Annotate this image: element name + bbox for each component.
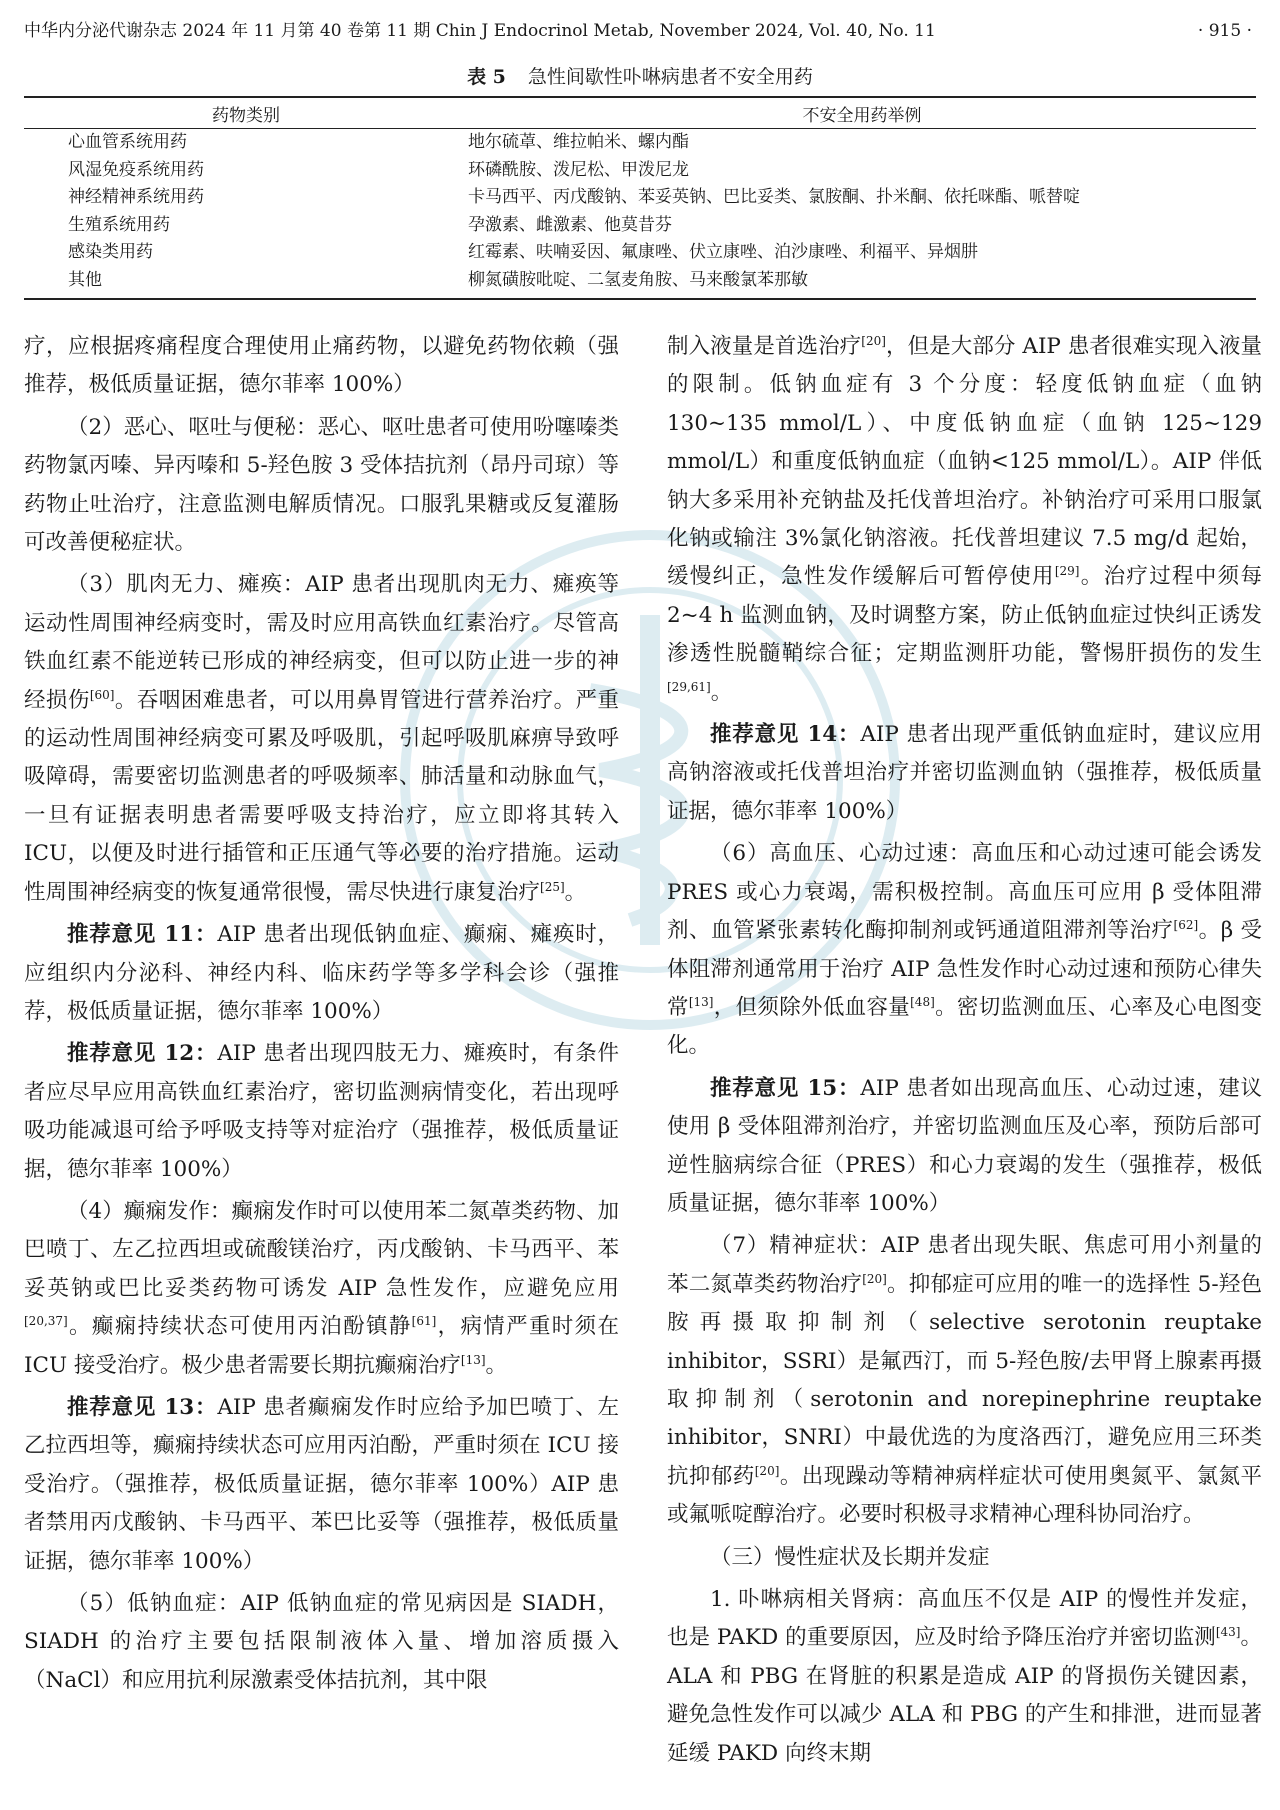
table-row — [24, 212, 1256, 240]
drug-category-cell: 风湿免疫系统用药 — [68, 159, 204, 180]
citation: [62] — [1173, 918, 1199, 933]
drug-category-cell: 神经精神系统用药 — [68, 187, 204, 207]
paragraph: 1. 卟啉病相关肾病：高血压不仅是 AIP 的慢性并发症，也是 PAKD 的重要原因，应及时给予降压治疗并密切监测[43]。ALA 和 PBG 在肾脏的积累是造成 AIP 的肾损伤关键因素，避免急性发作可以减少 ALA 和 PBG 的产生和排泄，进而显著延缓 PAKD 向终末期 — [667, 1587, 1262, 1766]
citation: [43] — [1215, 1625, 1241, 1640]
drug-examples-cell: 环磷酰胺、泼尼松、甲泼尼龙 — [468, 159, 689, 180]
paragraph: （4）癫痫发作：癫痫发作时可以使用苯二氮䓬类药物、加巴喷丁、左乙拉西坦或硫酸镁治疗，丙戊酸钠、卡马西平、苯妥英钠或巴比妥类药物可诱发 AIP 急性发作，应避免应用[20,37]。癫痫持续状态可使用丙泊酚镇静[61]，病情严重时须在 ICU 接受治疗。极少患者需要长期抗癫痫治疗[13]。 — [24, 1198, 619, 1378]
citation: [29] — [1054, 564, 1080, 579]
journal-citation: 中华内分泌代谢杂志 2024 年 11 月第 40 卷第 11 期 Chin J Endocrinol Metab, November 2024, Vol. 40, No. 11 — [24, 21, 936, 41]
citation: [20] — [754, 1463, 780, 1478]
paragraph: （7）精神症状：AIP 患者出现失眠、焦虑可用小剂量的苯二氮䓬类药物治疗[20]。抑郁症可应用的唯一的选择性 5-羟色胺再摄取抑制剂（selective serotonin reuptake inhibitor，SSRI）是氟西汀，而 5-羟色胺/去甲肾上腺素再摄取抑制剂（serotonin and norepinephrine reuptake inhibitor，SNRI）中最优选的为度洛西汀，避免应用三环类抗抑郁药[20]。出现躁动等精神病样症状可使用奥氮平、氯氮平或氟哌啶醇治疗。必要时积极寻求精神心理科协同治疗。 — [667, 1233, 1262, 1528]
paragraph: （6）高血压、心动过速：高血压和心动过速可能会诱发 PRES 或心力衰竭，需积极控制。高血压可应用 β 受体阻滞剂、血管紧张素转化酶抑制剂或钙通道阻滞剂等治疗[62]。β 受体阻滞剂通常用于治疗 AIP 急性发作时心动过速和预防心律失常[13]，但须除外低血容量[48]。密切监测血压、心率及心电图变化。 — [667, 841, 1262, 1059]
paragraph: （2）恶心、呕吐与便秘：恶心、呕吐患者可使用吩噻嗪类药物氯丙嗪、异丙嗪和 5-羟色胺 3 受体拮抗剂（昂丹司琼）等药物止吐治疗，注意监测电解质情况。口服乳果糖或反复灌肠可改善便秘症状。 — [24, 414, 619, 556]
drug-category-cell: 感染类用药 — [68, 242, 153, 262]
left-column — [24, 328, 619, 1704]
table-header-row — [24, 97, 1256, 129]
citation: [20,37] — [24, 1314, 68, 1329]
running-header — [24, 20, 1252, 42]
recommendation-13: 推荐意见 13：AIP 患者癫痫发作时应给予加巴喷丁、左乙拉西坦等，癫痫持续状态可应用丙泊酚，严重时须在 ICU 接受治疗。（强推荐，极低质量证据，德尔菲率 100%）AIP 患者禁用丙戊酸钠、卡马西平、苯巴比妥等（强推荐，极低质量证据，德尔菲率 100%） — [24, 1394, 619, 1574]
paragraph: （5）低钠血症：AIP 低钠血症的常见病因是 SIADH，SIADH 的治疗主要包括限制液体入量、增加溶质摄入（NaCl）和应用抗利尿激素受体拮抗剂，其中限 — [24, 1591, 619, 1693]
table-number: 表 5 — [467, 66, 506, 88]
table-row — [24, 184, 1256, 212]
right-column — [667, 328, 1262, 1777]
paragraph: （3）肌肉无力、瘫痪：AIP 患者出现肌肉无力、瘫痪等运动性周围神经病变时，需及时应用高铁血红素治疗。尽管高铁血红素不能逆转已形成的神经病变，但可以防止进一步的神经损伤[60]。吞咽困难患者，可以用鼻胃管进行营养治疗。严重的运动性周围神经病变可累及呼吸肌，引起呼吸肌麻痹导致呼吸障碍，需要密切监测患者的呼吸频率、肺活量和动脉血气，一旦有证据表明患者需要呼吸支持治疗，应立即将其转入 ICU，以便及时进行插管和正压通气等必要的治疗措施。运动性周围神经病变的恢复通常很慢，需尽快进行康复治疗[25]。 — [24, 572, 619, 905]
citation: [20] — [861, 334, 886, 348]
citation: [13] — [460, 1352, 486, 1367]
table-row — [24, 239, 1256, 267]
table-row — [24, 267, 1256, 299]
unsafe-drug-table — [24, 96, 1256, 300]
recommendation-11: 推荐意见 11：AIP 患者出现低钠血症、癫痫、瘫痪时，应组织内分泌科、神经内科、临床药学等多学科会诊（强推荐，极低质量证据，德尔菲率 100%） — [24, 922, 619, 1024]
table-title: 急性间歇性卟啉病患者不安全用药 — [527, 66, 813, 88]
column-header: 药物类别 — [24, 97, 468, 129]
citation: [60] — [89, 687, 115, 702]
citation: [48] — [910, 994, 935, 1009]
recommendation-12: 推荐意见 12：AIP 患者出现四肢无力、瘫痪时，有条件者应尽早应用高铁血红素治疗，密切监测病情变化，若出现呼吸功能减退可给予呼吸支持等对症治疗（强推荐，极低质量证据，德尔菲率 100%） — [24, 1041, 619, 1182]
table-caption — [0, 64, 1280, 90]
recommendation-14: 推荐意见 14：AIP 患者出现严重低钠血症时，建议应用高钠溶液或托伐普坦治疗并密切监测血钠（强推荐，极低质量证据，德尔菲率 100%） — [667, 722, 1262, 824]
drug-examples-cell: 柳氮磺胺吡啶、二氢麦角胺、马来酸氯苯那敏 — [468, 267, 1256, 299]
citation: [13] — [688, 994, 714, 1009]
drug-category-cell: 心血管系统用药 — [68, 132, 187, 152]
table-row — [24, 129, 1256, 157]
paragraph: 制入液量是首选治疗[20]，但是大部分 AIP 患者很难实现入液量的限制。低钠血症有 3 个分度：轻度低钠血症（血钠 130~135 mmol/L）、中度低钠血症（血钠 125~129 mmol/L）和重度低钠血症（血钠<125 mmol/L）。AIP 伴低钠大多采用补充钠盐及托伐普坦治疗。补钠治疗可采用口服氯化钠或输注 3%氯化钠溶液。托伐普坦建议 7.5 mg/d 起始，缓慢纠正，急性发作缓解后可暂停使用[29]。治疗过程中须每 2~4 h 监测血钠，及时调整方案，防止低钠血症过快纠正诱发渗透性脱髓鞘综合征；定期监测肝功能，警惕肝损伤的发生[29,61]。 — [667, 334, 1262, 705]
drug-category-cell: 其他 — [24, 267, 468, 299]
column-header: 不安全用药举例 — [468, 97, 1256, 129]
drug-examples-cell: 红霉素、呋喃妥因、氟康唑、伏立康唑、泊沙康唑、利福平、异烟肼 — [468, 242, 978, 262]
drug-category-cell: 生殖系统用药 — [68, 214, 170, 235]
section-heading: （三）慢性症状及长期并发症 — [710, 1544, 990, 1570]
citation: [25] — [540, 879, 565, 894]
citation: [20] — [862, 1271, 887, 1286]
paragraph: 疗，应根据疼痛程度合理使用止痛药物，以避免药物依赖（强推荐，极低质量证据，德尔菲率 100%） — [24, 334, 619, 398]
table-row — [24, 157, 1256, 185]
recommendation-15: 推荐意见 15：AIP 患者如出现高血压、心动过速，建议使用 β 受体阻滞剂治疗，并密切监测血压及心率，预防后部可逆性脑病综合征（PRES）和心力衰竭的发生（强推荐，极低质量证据，德尔菲率 100%） — [667, 1075, 1262, 1216]
drug-examples-cell: 卡马西平、丙戊酸钠、苯妥英钠、巴比妥类、氯胺酮、扑米酮、依托咪酯、哌替啶 — [468, 187, 1080, 207]
citation: [61] — [411, 1314, 437, 1329]
page-number: · 915 · — [1197, 21, 1252, 41]
drug-examples-cell: 地尔硫䓬、维拉帕米、螺内酯 — [468, 132, 689, 152]
drug-examples-cell: 孕激素、雌激素、他莫昔芬 — [468, 214, 672, 235]
citation: [29,61] — [667, 679, 711, 694]
